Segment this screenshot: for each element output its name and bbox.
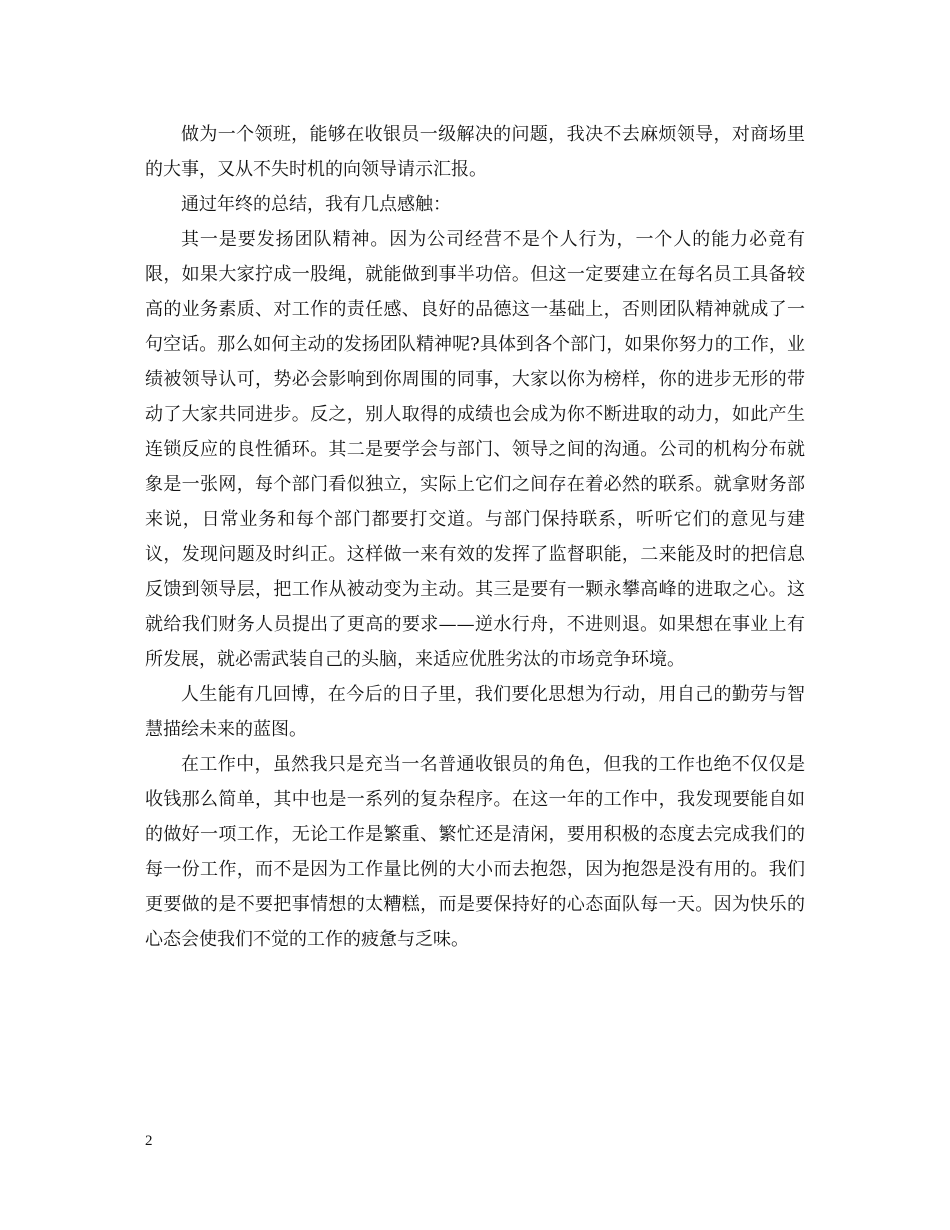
paragraph-summary-intro: 通过年终的总结，我有几点感触：	[181, 194, 451, 215]
paragraph-future: 人生能有几回博，在今后的日子里，我们要化思想为行动，用自己的勤劳与智慧描绘未来的蓝图。	[145, 684, 805, 740]
paragraph-team-lead: 做为一个领班，能够在收银员一级解决的问题，我决不去麻烦领导，对商场里的大事，又从不失时机的向领导请示汇报。	[145, 124, 805, 180]
paragraph-reflections: 其一是要发扬团队精神。因为公司经营不是个人行为，一个人的能力必竟有限，如果大家拧成一股绳，就能做到事半功倍。但这一定要建立在每名员工具备较高的业务素质、对工作的责任感、良好的品德这一基础上，否则团队精神就成了一句空话。那么如何主动的发扬团队精神呢?具体到各个部门，如果你努力的工作，业绩被领导认可，势必会影响到你周围的同事，大家以你为榜样，你的进步无形的带动了大家共同进步。反之，别人取得的成绩也会成为你不断进取的动力，如此产生连锁反应的良性循环。其二是要学会与部门、领导之间的沟通。公司的机构分布就象是一张网，每个部门看似独立，实际上它们之间存在着必然的联系。就拿财务部来说，日常业务和每个部门都要打交道。与部门保持联系，听听它们的意见与建议，发现问题及时纠正。这样做一来有效的发挥了监督职能，二来能及时的把信息反馈到领导层，把工作从被动变为主动。其三是要有一颗永攀高峰的进取之心。这就给我们财务人员提出了更高的要求——逆水行舟，不进则退。如果想在事业上有所发展，就必需武装自己的头脑，来适应优胜劣汰的市场竞争环境。	[145, 229, 805, 670]
paragraph-cashier-work: 在工作中，虽然我只是充当一名普通收银员的角色，但我的工作也绝不仅仅是收钱那么简单，其中也是一系列的复杂程序。在这一年的工作中，我发现要能自如的做好一项工作，无论工作是繁重、繁忙还是清闲，要用积极的态度去完成我们的每一份工作，而不是因为工作量比例的大小而去抱怨，因为抱怨是没有用的。我们更要做的是不要把事情想的太糟糕，而是要保持好的心态面队每一天。因为快乐的心态会使我们不觉的工作的疲惫与乏味。	[145, 754, 805, 950]
document-body	[145, 117, 805, 957]
page-number: 2	[145, 1133, 153, 1149]
